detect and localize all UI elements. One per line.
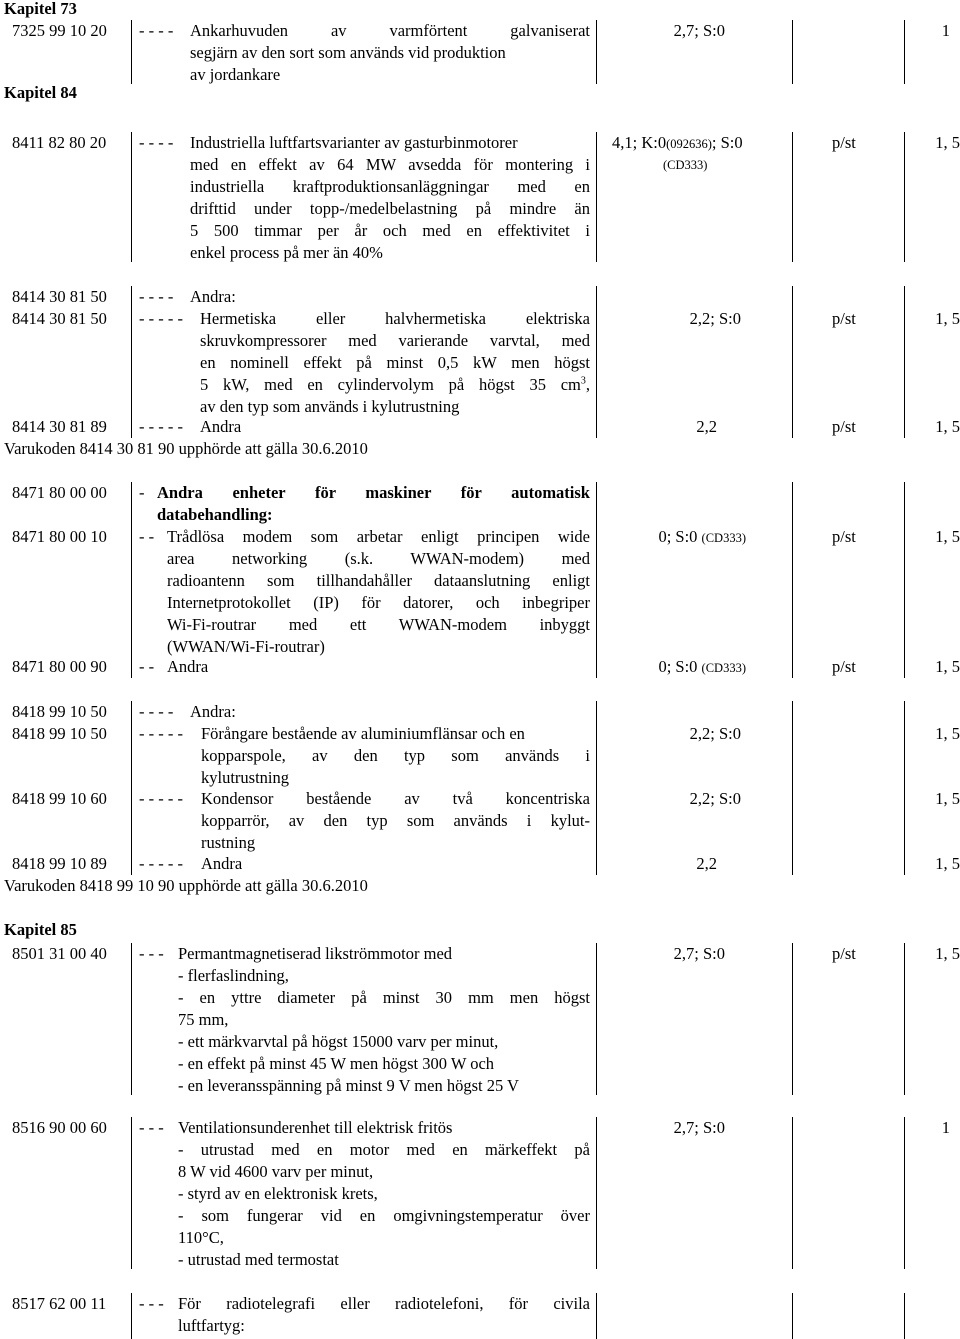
column-rule — [596, 1293, 597, 1339]
column-rule — [904, 1293, 905, 1339]
commodity-code: 8471 80 00 00 — [12, 483, 107, 502]
description: Permantmagnetiserad likströmmotor med - flerfaslindning, - en yttre diameter på minst 30 mm men högst 75 mm, - ett märkvarvtal på högst 15000 varv per minut, - en effekt på minst 45 W men högst 300 W och - en leveransspänning på minst 9 V men högst 25 V — [178, 944, 590, 1095]
column-rule — [904, 20, 905, 84]
description: Industriella luftfartsvarianter av gasturbinmotorer med en effekt av 64 MW avsedda för montering i industriella kraftproduktionsanläggningar med en drifttid under topp-/medelbelastning på mindre än 5 500 timmar per år och med en effektivitet i enkel process på mer än 40% — [190, 133, 590, 262]
column-rule — [904, 482, 905, 678]
column-rule — [904, 701, 905, 875]
duty-rate: 2,2; S:0 — [689, 789, 741, 808]
dash-level: - - — [139, 527, 155, 546]
column-rule — [792, 286, 793, 438]
column-rule — [131, 20, 132, 84]
column-rule — [596, 1117, 597, 1269]
description: Hermetiska eller halvhermetiska elektriska skruvkompressorer med varierande varvtal, med en nominell effekt på minst 0,5 kW men högst 5 kW, med en cylindervolym på högst 35 $cm^3$, av den typ som används i kylutrustning — [200, 309, 590, 416]
column-rule — [131, 943, 132, 1095]
column-rule — [596, 701, 597, 875]
description: För radiotelegrafi eller radiotelefoni, för civila luftfartyg: — [178, 1294, 590, 1335]
column-rule — [131, 132, 132, 262]
unit: p/st — [832, 657, 856, 676]
dash-level: - - - - - — [139, 854, 183, 873]
quantity: 1 — [941, 21, 950, 40]
commodity-code: 8516 90 00 60 — [12, 1118, 107, 1137]
quantity: 1, 5 — [935, 944, 960, 963]
quantity: 1, 5 — [935, 133, 960, 152]
duty-rate: 2,2; S:0 — [689, 309, 741, 328]
dash-level: - - - - - — [139, 724, 183, 743]
column-rule — [131, 482, 132, 678]
expiry-note: Varukoden 8414 30 81 90 upphörde att gälla 30.6.2010 — [4, 439, 368, 458]
commodity-code: 8418 99 10 50 — [12, 702, 107, 721]
column-rule — [596, 286, 597, 438]
quantity: 1, 5 — [935, 854, 960, 873]
description: Kondensor bestående av två koncentriska kopparrör, av den typ som används i kylut- rustning — [201, 789, 590, 852]
dash-level: - - - - — [139, 287, 174, 306]
duty-rate: 0; S:0 (CD333) — [658, 657, 746, 676]
description: Andra — [201, 854, 243, 873]
dash-level: - - - - — [139, 133, 174, 152]
column-rule — [904, 286, 905, 438]
description: Andra — [200, 417, 242, 436]
unit: p/st — [832, 133, 856, 152]
column-rule — [904, 1117, 905, 1269]
duty-rate: 2,2; S:0 — [689, 724, 741, 743]
quantity: 1, 5 — [935, 789, 960, 808]
dash-level: - - - - - — [139, 417, 183, 436]
column-rule — [792, 20, 793, 84]
commodity-code: 8414 30 81 50 — [12, 287, 107, 306]
column-rule — [596, 20, 597, 84]
duty-rate: 2,7; S:0 — [673, 944, 725, 963]
duty-rate: 0; S:0 (CD333) — [658, 527, 746, 546]
duty-rate: 2,7; S:0 — [673, 21, 725, 40]
dash-level: - - - — [139, 1118, 164, 1137]
dash-level: - — [139, 483, 145, 502]
commodity-code: 8418 99 10 60 — [12, 789, 107, 808]
dash-level: - - - - — [139, 21, 174, 40]
duty-rate: 2,2 — [696, 854, 717, 873]
commodity-code: 7325 99 10 20 — [12, 21, 107, 40]
duty-rate-note: (CD333) — [663, 158, 708, 172]
description: Trådlösa modem som arbetar enligt principen wide area networking (s.k. WWAN-modem) med radioantenn som tillhandahåller dataanslutning enligt Internetprotokollet (IP) för datorer, och inbegriper Wi-Fi-routrar med ett WWAN-modem inbyggt (WWAN/Wi-Fi-routrar) — [167, 527, 590, 656]
column-rule — [131, 1293, 132, 1339]
column-rule — [596, 482, 597, 678]
expiry-note: Varukoden 8418 99 10 90 upphörde att gälla 30.6.2010 — [4, 876, 368, 895]
column-rule — [904, 132, 905, 262]
column-rule — [596, 132, 597, 262]
commodity-code: 8501 31 00 40 — [12, 944, 107, 963]
description: Andra: — [190, 702, 236, 721]
dash-level: - - — [139, 657, 155, 676]
unit: p/st — [832, 527, 856, 546]
description: Andra — [167, 657, 209, 676]
dash-level: - - - - — [139, 702, 174, 721]
quantity: 1, 5 — [935, 527, 960, 546]
column-rule — [596, 943, 597, 1095]
column-rule — [792, 1117, 793, 1269]
commodity-code: 8414 30 81 50 — [12, 309, 107, 328]
dash-level: - - - - - — [139, 789, 183, 808]
commodity-code: 8517 62 00 11 — [12, 1294, 107, 1313]
column-rule — [792, 132, 793, 262]
column-rule — [792, 482, 793, 678]
quantity: 1, 5 — [935, 724, 960, 743]
column-rule — [792, 701, 793, 875]
column-rule — [131, 286, 132, 438]
dash-level: - - - - - — [139, 309, 183, 328]
description: Förångare bestående av aluminiumflänsar och en kopparspole, av den typ som används i kylutrustning — [201, 724, 590, 787]
chapter-heading: Kapitel 73 — [4, 0, 77, 18]
chapter-heading: Kapitel 85 — [4, 920, 77, 939]
column-rule — [131, 1117, 132, 1269]
quantity: 1 — [941, 1118, 950, 1137]
commodity-code: 8418 99 10 89 — [12, 854, 107, 873]
commodity-code: 8411 82 80 20 — [12, 133, 107, 152]
commodity-code: 8471 80 00 10 — [12, 527, 107, 546]
duty-rate: 2,2 — [696, 417, 717, 436]
column-rule — [904, 943, 905, 1095]
description: Andra: — [190, 287, 236, 306]
description: Andra enheter för maskiner för automatisk databehandling: — [157, 483, 590, 524]
quantity: 1, 5 — [935, 417, 960, 436]
unit: p/st — [832, 944, 856, 963]
unit: p/st — [832, 309, 856, 328]
dash-level: - - - — [139, 1294, 164, 1313]
column-rule — [131, 701, 132, 875]
unit: p/st — [832, 417, 856, 436]
duty-rate: 2,7; S:0 — [673, 1118, 725, 1137]
chapter-heading: Kapitel 84 — [4, 83, 77, 102]
duty-rate: 4,1; K:0(092636); S:0 — [612, 133, 743, 152]
column-rule — [792, 1293, 793, 1339]
commodity-code: 8414 30 81 89 — [12, 417, 107, 436]
dash-level: - - - — [139, 944, 164, 963]
quantity: 1, 5 — [935, 657, 960, 676]
description: Ankarhuvuden av varmförtent galvaniserat segjärn av den sort som används vid produktion av jordankare — [190, 21, 590, 84]
commodity-code: 8418 99 10 50 — [12, 724, 107, 743]
quantity: 1, 5 — [935, 309, 960, 328]
column-rule — [792, 943, 793, 1095]
description: Ventilationsunderenhet till elektrisk fritös - utrustad med en motor med en märkeffekt på 8 W vid 4600 varv per minut, - styrd av en elektronisk krets, - som fungerar vid en omgivningstemperatur över 110°C, - utrustad med termostat — [178, 1118, 590, 1269]
commodity-code: 8471 80 00 90 — [12, 657, 107, 676]
